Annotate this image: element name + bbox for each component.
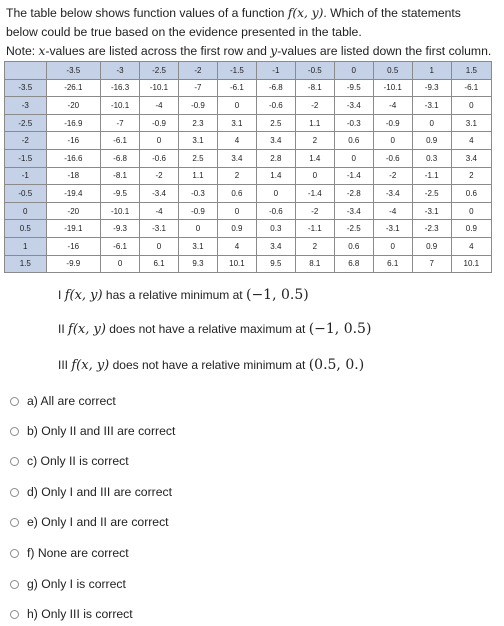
value-cell: 7 <box>412 255 451 273</box>
table-row <box>5 149 492 167</box>
table-row <box>5 255 492 273</box>
value-cell: -4 <box>140 97 179 115</box>
table-row <box>5 202 492 220</box>
value-cell: -0.6 <box>373 149 412 167</box>
value-cell: 2 <box>295 237 334 255</box>
value-cell: -9.9 <box>46 255 101 273</box>
value-cell: -0.3 <box>334 114 373 132</box>
value-cell: -8.1 <box>101 167 140 185</box>
table-row <box>5 97 492 115</box>
value-cell: -26.1 <box>46 79 101 97</box>
y-header-cell: -1 <box>5 167 47 185</box>
value-cell: 0 <box>412 114 451 132</box>
table-row <box>5 79 492 97</box>
x-header-cell: 1.5 <box>451 62 491 80</box>
y-header-cell: 1 <box>5 237 47 255</box>
value-cell: 0.9 <box>412 237 451 255</box>
value-cell: 4 <box>451 132 491 150</box>
value-cell: -20 <box>46 202 101 220</box>
value-cell: 0 <box>451 202 491 220</box>
value-cell: 0.9 <box>217 220 256 238</box>
x-header-cell: 1 <box>412 62 451 80</box>
x-header-cell: 0.5 <box>373 62 412 80</box>
value-cell: -0.6 <box>256 97 295 115</box>
value-cell: 1.4 <box>295 149 334 167</box>
value-cell: 0 <box>217 202 256 220</box>
value-cell: -3.1 <box>373 220 412 238</box>
value-cell: 3.1 <box>178 132 217 150</box>
value-cell: 0.9 <box>412 132 451 150</box>
value-cell: -6.1 <box>217 79 256 97</box>
value-cell: 0 <box>256 185 295 203</box>
value-cell: 2.3 <box>178 114 217 132</box>
radio-button[interactable] <box>10 518 19 527</box>
radio-button[interactable] <box>10 580 19 589</box>
value-cell: 0 <box>178 220 217 238</box>
value-cell: 0 <box>373 132 412 150</box>
value-cell: 0 <box>451 97 491 115</box>
statement-2: II f(x, y) does not have a relative maximum at (−1, 0.5) <box>58 321 372 337</box>
value-cell: 3.1 <box>451 114 491 132</box>
option-d[interactable]: d) Only I and III are correct <box>10 485 172 499</box>
value-cell: 4 <box>217 132 256 150</box>
value-cell: -1.4 <box>295 185 334 203</box>
table-row <box>5 185 492 203</box>
value-cell: -2 <box>373 167 412 185</box>
value-cell: 2 <box>217 167 256 185</box>
value-cell: 0 <box>140 237 179 255</box>
y-header-cell: -2.5 <box>5 114 47 132</box>
table-row <box>5 132 492 150</box>
value-cell: 0.6 <box>217 185 256 203</box>
value-cell: -1.1 <box>412 167 451 185</box>
value-cell: 1.4 <box>256 167 295 185</box>
option-b[interactable]: b) Only II and III are correct <box>10 424 175 438</box>
value-cell: -10.1 <box>373 79 412 97</box>
value-cell: -2.5 <box>334 220 373 238</box>
value-cell: 3.1 <box>217 114 256 132</box>
table-row <box>5 167 492 185</box>
y-header-cell: 0 <box>5 202 47 220</box>
value-cell: 0.3 <box>412 149 451 167</box>
x-header-cell: 0 <box>334 62 373 80</box>
value-cell: 2 <box>451 167 491 185</box>
value-cell: 9.3 <box>178 255 217 273</box>
value-cell: -20 <box>46 97 101 115</box>
value-cell: -9.5 <box>334 79 373 97</box>
value-cell: 6.8 <box>334 255 373 273</box>
value-cell: -3.1 <box>412 202 451 220</box>
y-header-cell: 1.5 <box>5 255 47 273</box>
value-cell: -0.9 <box>140 114 179 132</box>
statement-3: III f(x, y) does not have a relative minimum at (0.5, 0.) <box>58 357 365 373</box>
value-cell: -3.4 <box>373 185 412 203</box>
value-cell: 3.1 <box>178 237 217 255</box>
value-cell: 0 <box>295 167 334 185</box>
value-cell: -3.4 <box>334 97 373 115</box>
question-line-2: below could be true based on the evidence presented in the table. <box>6 25 362 39</box>
value-cell: 3.4 <box>256 132 295 150</box>
value-cell: 0.3 <box>256 220 295 238</box>
value-cell: 0.9 <box>451 220 491 238</box>
function-values-table <box>4 61 492 273</box>
radio-button[interactable] <box>10 610 19 619</box>
value-cell: -4 <box>140 202 179 220</box>
value-cell: -9.3 <box>101 220 140 238</box>
value-cell: -4 <box>373 202 412 220</box>
value-cell: -0.9 <box>178 202 217 220</box>
value-cell: 8.1 <box>295 255 334 273</box>
corner-cell <box>5 62 47 80</box>
value-cell: 0.6 <box>334 132 373 150</box>
value-cell: -9.5 <box>101 185 140 203</box>
value-cell: 9.5 <box>256 255 295 273</box>
value-cell: -2.8 <box>334 185 373 203</box>
option-a[interactable]: a) All are correct <box>10 394 116 408</box>
value-cell: -0.6 <box>140 149 179 167</box>
value-cell: -0.3 <box>178 185 217 203</box>
value-cell: 0 <box>334 149 373 167</box>
radio-button[interactable] <box>10 549 19 558</box>
table-row <box>5 114 492 132</box>
option-f[interactable]: f) None are correct <box>10 546 129 560</box>
x-header-cell: -1.5 <box>217 62 256 80</box>
radio-button[interactable] <box>10 427 19 436</box>
value-cell: -10.1 <box>101 202 140 220</box>
x-header-cell: -0.5 <box>295 62 334 80</box>
value-cell: 0 <box>140 132 179 150</box>
value-cell: -16 <box>46 237 101 255</box>
value-cell: 4 <box>451 237 491 255</box>
option-e[interactable]: e) Only I and II are correct <box>10 515 169 529</box>
y-header-cell: -2 <box>5 132 47 150</box>
value-cell: -3.4 <box>140 185 179 203</box>
value-cell: -19.4 <box>46 185 101 203</box>
value-cell: -6.1 <box>101 237 140 255</box>
question-line-1: The table below shows function values of a function f(x, y). Which of the statements <box>6 6 461 20</box>
value-cell: 6.1 <box>140 255 179 273</box>
value-cell: -18 <box>46 167 101 185</box>
radio-button[interactable] <box>10 488 19 497</box>
y-header-cell: -0.5 <box>5 185 47 203</box>
value-cell: -16.9 <box>46 114 101 132</box>
value-cell: 0 <box>101 255 140 273</box>
y-header-cell: -3 <box>5 97 47 115</box>
value-cell: -16.3 <box>101 79 140 97</box>
value-cell: 4 <box>217 237 256 255</box>
question-text <box>6 4 498 61</box>
value-cell: 3.4 <box>256 237 295 255</box>
option-h[interactable]: h) Only III is correct <box>10 607 133 621</box>
value-cell: -1.4 <box>334 167 373 185</box>
value-cell: -4 <box>373 97 412 115</box>
y-header-cell: -3.5 <box>5 79 47 97</box>
value-cell: -1.1 <box>295 220 334 238</box>
value-cell: 2.8 <box>256 149 295 167</box>
value-cell: -0.6 <box>256 202 295 220</box>
value-cell: 2.5 <box>178 149 217 167</box>
value-cell: -2.3 <box>412 220 451 238</box>
option-g[interactable]: g) Only I is correct <box>10 577 126 591</box>
value-cell: -6.8 <box>101 149 140 167</box>
value-cell: 0 <box>217 97 256 115</box>
x-header-cell: -3 <box>101 62 140 80</box>
value-cell: -10.1 <box>101 97 140 115</box>
value-cell: 2 <box>295 132 334 150</box>
value-cell: -0.9 <box>373 114 412 132</box>
value-cell: -6.1 <box>451 79 491 97</box>
x-header-cell: -3.5 <box>46 62 101 80</box>
x-header-cell: -1 <box>256 62 295 80</box>
value-cell: -3.1 <box>140 220 179 238</box>
value-cell: -2 <box>295 97 334 115</box>
value-cell: 10.1 <box>217 255 256 273</box>
option-c[interactable]: c) Only II is correct <box>10 454 129 468</box>
value-cell: 2.5 <box>256 114 295 132</box>
value-cell: 6.1 <box>373 255 412 273</box>
value-cell: -6.8 <box>256 79 295 97</box>
value-cell: 1.1 <box>178 167 217 185</box>
function-symbol: f(x, y) <box>287 6 324 20</box>
value-cell: -2.5 <box>412 185 451 203</box>
x-header-cell: -2 <box>178 62 217 80</box>
value-cell: -19.1 <box>46 220 101 238</box>
value-cell: 0 <box>373 237 412 255</box>
radio-button[interactable] <box>10 397 19 406</box>
table-row <box>5 220 492 238</box>
statement-1: I f(x, y) has a relative minimum at (−1, 0.5) <box>58 287 309 303</box>
value-cell: -0.9 <box>178 97 217 115</box>
value-cell: -9.3 <box>412 79 451 97</box>
value-cell: -16 <box>46 132 101 150</box>
value-cell: 0.6 <box>334 237 373 255</box>
radio-button[interactable] <box>10 457 19 466</box>
value-cell: -3.4 <box>334 202 373 220</box>
value-cell: 0.6 <box>451 185 491 203</box>
value-cell: 1.1 <box>295 114 334 132</box>
value-cell: 3.4 <box>217 149 256 167</box>
value-cell: -7 <box>178 79 217 97</box>
y-header-cell: 0.5 <box>5 220 47 238</box>
table-row <box>5 237 492 255</box>
value-cell: -16.6 <box>46 149 101 167</box>
value-cell: -2 <box>295 202 334 220</box>
value-cell: -6.1 <box>101 132 140 150</box>
value-cell: -3.1 <box>412 97 451 115</box>
y-header-cell: -1.5 <box>5 149 47 167</box>
question-note: Note: x-values are listed across the first row and y-values are listed down the first column. <box>6 44 492 58</box>
value-cell: -8.1 <box>295 79 334 97</box>
value-cell: -7 <box>101 114 140 132</box>
value-cell: -10.1 <box>140 79 179 97</box>
value-cell: 10.1 <box>451 255 491 273</box>
x-header-cell: -2.5 <box>140 62 179 80</box>
header-row <box>5 62 492 80</box>
value-cell: 3.4 <box>451 149 491 167</box>
value-cell: -2 <box>140 167 179 185</box>
